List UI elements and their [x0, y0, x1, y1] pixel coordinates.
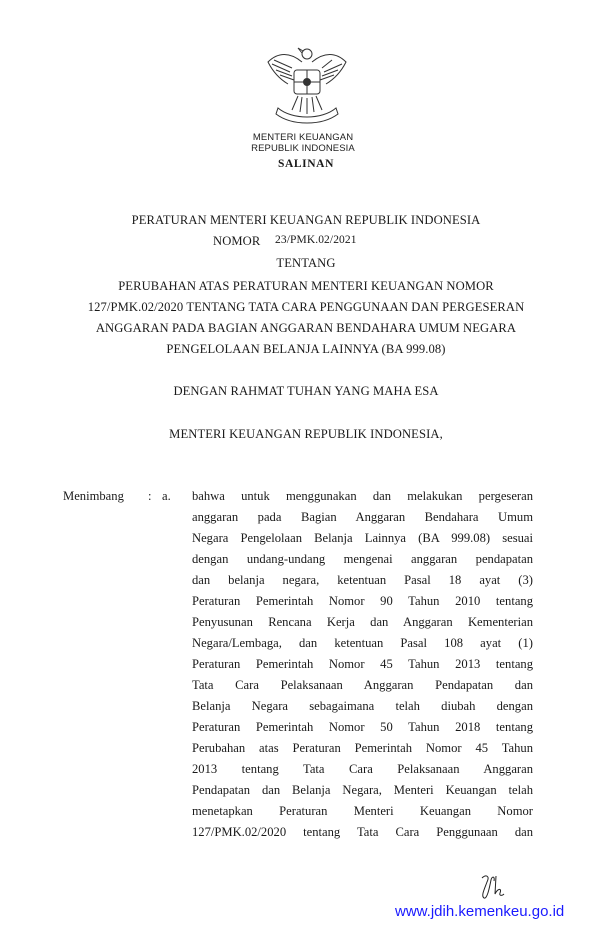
- body-line: anggaran pada Bagian Anggaran Bendahara Umum: [192, 510, 533, 524]
- invocation: DENGAN RAHMAT TUHAN YANG MAHA ESA: [173, 384, 439, 398]
- item-marker: a.: [162, 489, 171, 503]
- subject-line: 127/PMK.02/2020 TENTANG TATA CARA PENGGUNAAN DAN PERGESERAN: [87, 300, 525, 314]
- body-line: dengan undang-undang mengenai anggaran pendapatan: [192, 552, 533, 566]
- garuda-pancasila-emblem-icon: [262, 42, 352, 128]
- number-label: NOMOR: [213, 234, 261, 248]
- considering-colon: :: [148, 489, 152, 503]
- subject-line: ANGGARAN PADA BAGIAN ANGGARAN BENDAHARA UMUM NEGARA: [95, 321, 517, 335]
- regulation-title: PERATURAN MENTERI KEUANGAN REPUBLIK INDONESIA: [131, 213, 481, 227]
- body-line: Penyusunan Rencana Kerja dan Anggaran Kementerian: [192, 615, 533, 629]
- letterhead-line-2: REPUBLIK INDONESIA: [251, 143, 355, 154]
- subject-line: PERUBAHAN ATAS PERATURAN MENTERI KEUANGAN NOMOR: [118, 279, 494, 293]
- body-line: bahwa untuk menggunakan dan melakukan pergeseran: [192, 489, 533, 503]
- subject-line: PENGELOLAAN BELANJA LAINNYA (BA 999.08): [166, 342, 446, 356]
- number-value: 23/PMK.02/2021: [275, 234, 357, 246]
- body-line: Pendapatan dan Belanja Negara, Menteri Keuangan telah: [192, 783, 533, 797]
- considering-label: Menimbang: [63, 489, 124, 503]
- body-line: Peraturan Pemerintah Nomor 45 Tahun 2013 tentang: [192, 657, 533, 671]
- about-label: TENTANG: [276, 256, 336, 270]
- handwritten-initials-icon: [478, 872, 508, 907]
- body-line: Peraturan Pemerintah Nomor 50 Tahun 2018 tentang: [192, 720, 533, 734]
- body-line: Tata Cara Pelaksanaan Anggaran Pendapatan dan: [192, 678, 533, 692]
- body-line: menetapkan Peraturan Menteri Keuangan Nomor: [192, 804, 533, 818]
- body-line: dan belanja negara, ketentuan Pasal 18 ayat (3): [192, 573, 533, 587]
- body-line: Negara Pengelolaan Belanja Lainnya (BA 999.08) sesuai: [192, 531, 533, 545]
- authority: MENTERI KEUANGAN REPUBLIK INDONESIA,: [169, 427, 443, 441]
- letterhead-line-1: MENTERI KEUANGAN: [252, 132, 354, 143]
- jdih-website-link[interactable]: www.jdih.kemenkeu.go.id: [395, 903, 565, 920]
- body-line: Belanja Negara sebagaimana telah diubah dengan: [192, 699, 533, 713]
- body-line: Perubahan atas Peraturan Pemerintah Nomor 45 Tahun: [192, 741, 533, 755]
- body-line: Peraturan Pemerintah Nomor 90 Tahun 2010 tentang: [192, 594, 533, 608]
- salinan-stamp: SALINAN: [278, 158, 334, 170]
- body-line: 127/PMK.02/2020 tentang Tata Cara Penggunaan dan: [192, 825, 533, 839]
- body-line: 2013 tentang Tata Cara Pelaksanaan Anggaran: [192, 762, 533, 776]
- body-line: Negara/Lembaga, dan ketentuan Pasal 108 ayat (1): [192, 636, 533, 650]
